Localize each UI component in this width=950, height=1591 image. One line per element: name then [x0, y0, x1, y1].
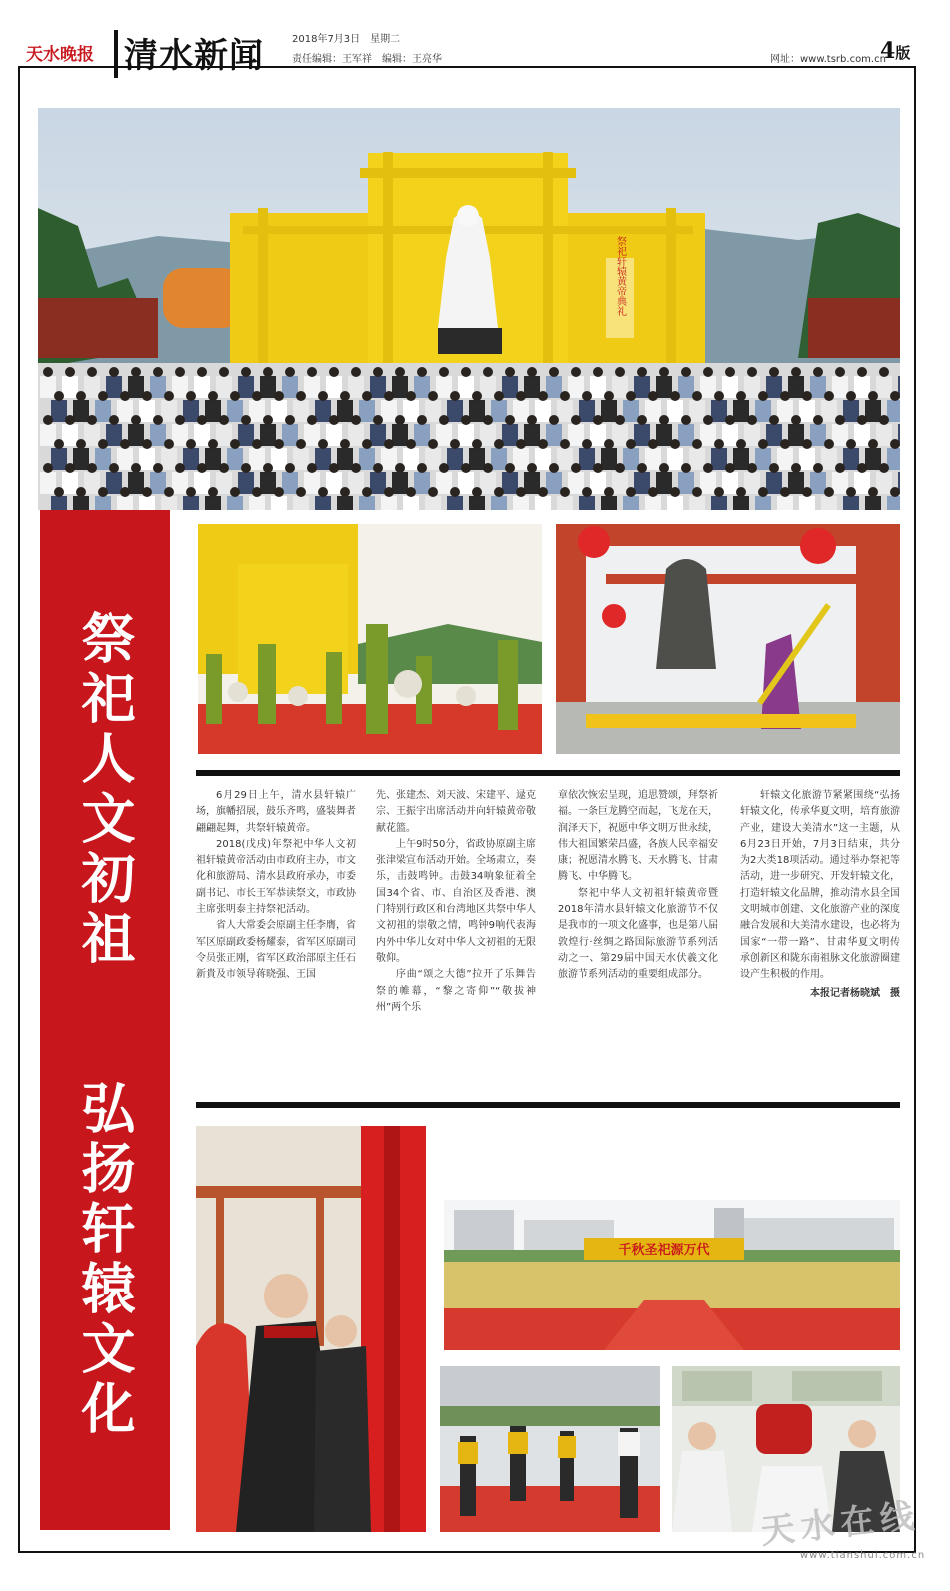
article-column-1 [196, 788, 356, 984]
dance-performance-photo [198, 524, 542, 754]
headline-line-1: 祭祀人文初祖 [73, 610, 137, 970]
page-number-unit: 版 [895, 44, 911, 62]
article-paragraph: 章依次恢宏呈现，追思赞颂，拜祭祈福。一条巨龙腾空而起，飞龙在天，润泽天下，祝愿中华文明万世永续，伟大祖国繁荣昌盛，各族人民幸福安康；祝愿清水腾飞、天水腾飞、甘肃腾飞、中华腾飞。 [558, 790, 718, 883]
costumed-performers-photo [196, 1126, 426, 1532]
bell-ringing-photo [556, 524, 900, 754]
article-paragraph: 轩辕文化旅游节紧紧围绕“弘扬轩辕文化，传承华夏文明，培育旅游产业，建设大美清水”这一主题，从6月23日开始，7月3日结束，共分为2大类18项活动。通过举办祭祀等活动，进一步研究、开发轩辕文化，打造轩辕文化品牌，推动清水县全国文明城市创建、文化旅游产业的深度融合发展和大美清水建设，也必将为国家“一带一路”、甘肃华夏文明传承创新区和陇东南祖脉文化旅游圈建设产生积极的作用。 [740, 790, 900, 981]
article-paragraph: 2018(戊戌)年祭祀中华人文初祖轩辕黄帝活动由市政府主办，市文化和旅游局、清水县政府承办，市委副书记、市长王军恭读祭文，市政协主席张明泰主持祭祀活动。 [196, 838, 356, 916]
section-title: 清水新闻 [124, 36, 264, 76]
marchers-photo [440, 1366, 660, 1532]
watermark-url: www.tianshui.com.cn [800, 1550, 926, 1561]
article-paragraph: 省人大常委会原副主任李膺，省军区原副政委杨耀泰，省军区原副司令员张正刚，省军区政治部原主任石新貴及市领导蒋晓强、王国 [196, 920, 356, 981]
procession-photo [444, 1200, 900, 1350]
article-column-4 [740, 788, 900, 1002]
article-body [196, 788, 900, 1096]
article-paragraph: 上午9时50分，省政协原副主席张津梁宣布活动开始。全场肃立，奏乐，击鼓鸣钟。击鼓34响象征着全国34个省、市、自治区及香港、澳门特别行政区和台湾地区共祭中华人文初祖的崇敬之情，鸣钟9响代表海内外中华儿女对中华人文初祖的无限敬仰。 [376, 838, 536, 964]
website-address: 网址：www.tsrb.com.cn [770, 54, 886, 65]
headline-line-2: 弘扬轩辕文化 [73, 1080, 137, 1440]
article-paragraph: 6月29日上午，清水县轩辕广场，旗幡招展，鼓乐齐鸣，盛装舞者翩翩起舞，共祭轩辕黄帝。 [196, 790, 356, 834]
section-rule-top [196, 770, 900, 776]
article-column-3 [558, 788, 718, 984]
procession-banner-text: 千秋圣祀源万代 [618, 1243, 710, 1258]
watermark-logo: 天水在线 [758, 1495, 923, 1553]
issue-date: 2018年7月3日 星期二 [292, 34, 401, 45]
page-number-value: 4 [880, 38, 896, 64]
article-paragraph: 序曲“颂之大德”拉开了乐舞告祭的帷幕，“黎之寄仰”“敬拔神州”两个乐 [376, 969, 536, 1013]
headline-banner [40, 510, 170, 1530]
photo-byline: 本报记者杨晓斌 摄 [810, 987, 900, 999]
ceremony-photo [38, 108, 900, 510]
editor-credits: 责任编辑：王军祥 编辑：王亮华 [292, 54, 442, 65]
article-paragraph: 先、张建杰、刘天波、宋建平、逯克宗、王振宇出席活动并向轩辕黄帝敬献花篮。 [376, 790, 536, 834]
section-rule-bottom [196, 1102, 900, 1108]
page-number [880, 38, 910, 64]
article-column-2 [376, 788, 536, 1016]
newspaper-name: 天水晚报 [26, 45, 94, 65]
article-paragraph: 祭祀中华人文初祖轩辕黄帝暨2018年清水县轩辕文化旅游节不仅是我市的一项文化盛事，也是第八届敦煌行·丝绸之路国际旅游节系列活动之一、第29届中国天水伏羲文化旅游节系列活动的重要组成部分。 [558, 887, 718, 981]
ceremony-sign-text: 祭祀轩辕黄帝典礼 [614, 236, 626, 316]
